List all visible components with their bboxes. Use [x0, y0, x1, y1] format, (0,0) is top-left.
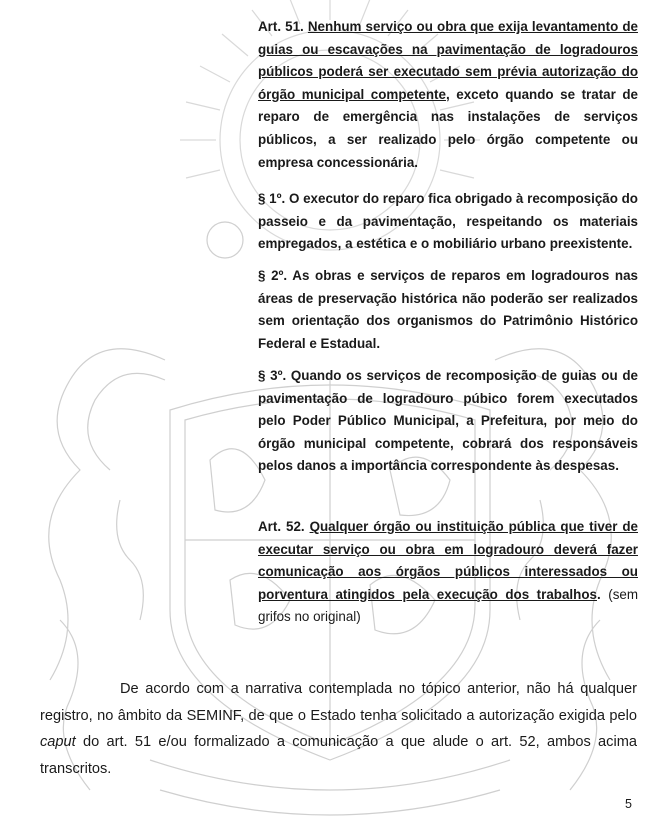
paragraph-3	[258, 365, 638, 478]
art52-end: .	[596, 586, 601, 602]
art52-underlined-text: Qualquer órgão ou instituição pública que tiver de executar serviço ou obra em logradouro deverá fazer comunicação aos órgãos públicos interessados ou porventura atingidos pela execução dos trabalhos	[258, 519, 638, 602]
paragraph-2	[258, 265, 638, 355]
caput-word: caput	[40, 734, 76, 750]
art51-paragraph	[258, 16, 638, 174]
body-text-2: do art. 51 e/ou formalizado a comunicação a que alude o art. 52, ambos acima transcritos.	[40, 734, 637, 777]
art52-label: Art. 52.	[258, 519, 305, 534]
body-text-1: De acordo com a narrativa contemplada no tópico anterior, não há qualquer registro, no âmbito da SEMINF, de que o Estado tenha solicitado a autorização exigida pelo	[40, 681, 637, 724]
paragraph-2-text: § 2º. As obras e serviços de reparos em logradouros nas áreas de preservação histórica não poderão ser realizados sem orientação dos organismos do Patrimônio Histórico Federal e Estadual.	[258, 268, 638, 351]
paragraph-3-text: § 3º. Quando os serviços de recomposição de guias ou de pavimentação de logradouro púbico forem executados pelo Poder Público Municipal, a Prefeitura, por meio do órgão municipal competente, cobrará dos responsáveis pelos danos a importância correspondente às despesas.	[258, 368, 638, 474]
art52-paragraph	[258, 516, 638, 629]
art52-note: (sem grifos no original)	[258, 586, 638, 625]
art51-label: Art. 51.	[258, 19, 304, 34]
art51-underlined-text: Nenhum serviço ou obra que exija levantamento de guias ou escavações na pavimentação de logradouros públicos poderá ser executado sem prévia autorização do órgão municipal competente	[258, 19, 638, 102]
art52-block	[258, 516, 638, 629]
body-paragraph	[40, 676, 637, 782]
paragraph-1	[258, 188, 638, 256]
art51-rest-text: , exceto quando se tratar de reparo de emergência nas instalações de serviços públicos, a ser realizado pelo órgão competente ou empresa concessionária.	[258, 86, 638, 170]
page-number: 5	[625, 797, 632, 811]
paragraph-1-text: § 1º. O executor do reparo fica obrigado à recomposição do passeio e da pavimentação, respeitando os materiais empregados, a estética e o mobiliário urbano preexistente.	[258, 191, 638, 252]
art51-block	[258, 16, 638, 174]
